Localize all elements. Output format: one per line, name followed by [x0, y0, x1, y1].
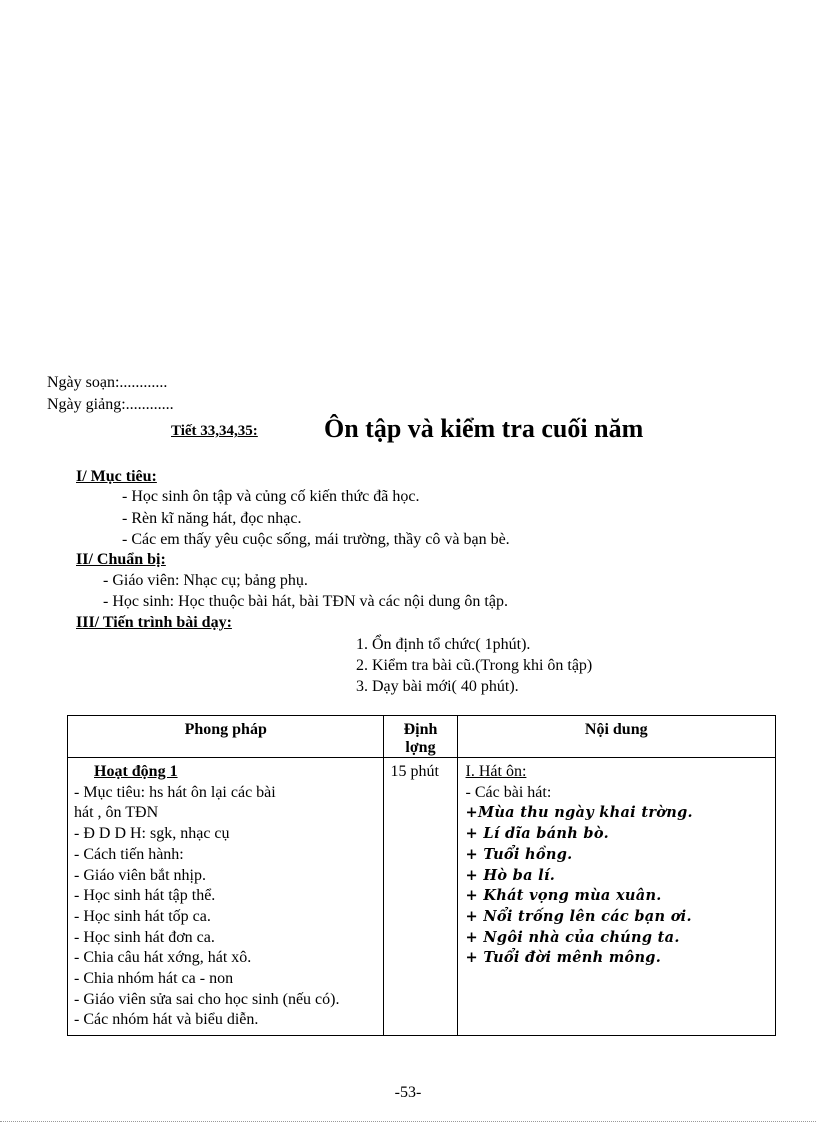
process-step: 1. Ổn định tổ chức( 1phút). [356, 636, 531, 653]
objective-item: - Rèn kĩ năng hát, đọc nhạc. [122, 510, 302, 527]
method-line: - Học sinh hát tốp ca. [74, 907, 211, 925]
process-step: 2. Kiểm tra bài cũ.(Trong khi ôn tập) [356, 657, 593, 674]
method-line: - Học sinh hát tập thể. [74, 887, 216, 905]
method-line: - Cách tiến hành: [74, 845, 184, 863]
lesson-label: Tiết 33,34,35: [171, 423, 258, 439]
content-heading: I. Hát ôn: [465, 763, 527, 780]
table-header-row [68, 716, 776, 758]
song-item: + Nổi trống lên các bạn ơi. [465, 907, 692, 925]
method-line: - Các nhóm hát và biểu diễn. [74, 1011, 259, 1029]
content-subheading: - Các bài hát: [465, 783, 552, 801]
song-item: + Tuổi đời mênh mông. [465, 949, 662, 967]
activity-title: Hoạt động 1 [94, 763, 178, 780]
content-cell [457, 758, 775, 1036]
song-item: + Hò ba lí. [465, 866, 556, 884]
method-line: - Mục tiêu: hs hát ôn lại các bài [74, 783, 276, 801]
song-item: + Ngôi nhà của chúng ta. [465, 928, 680, 946]
header-content: Nội dung [457, 716, 775, 758]
process-steps [356, 634, 592, 697]
song-item: + Tuổi hồng. [465, 845, 573, 863]
duration-cell [384, 758, 457, 1036]
method-cell [68, 758, 384, 1036]
song-item: +Mùa thu ngày khai trờng. [465, 804, 693, 822]
table-row [68, 758, 776, 1036]
method-line: - Chia nhóm hát ca - non [74, 970, 234, 988]
method-line: - Học sinh hát đơn ca. [74, 928, 215, 946]
lesson-title: Ôn tập và kiểm tra cuối năm [324, 414, 644, 443]
method-line: - Giáo viên bắt nhịp. [74, 866, 206, 884]
duration-value: 15 phút [390, 763, 439, 780]
method-line: - Chia câu hát xớng, hát xô. [74, 949, 252, 967]
lesson-plan-table [67, 715, 776, 1036]
objectives-heading: I/ Mục tiêu: [76, 468, 157, 485]
header-duration: Định lợng [384, 716, 457, 758]
page-number: -53- [394, 1084, 422, 1101]
preparation-item: - Giáo viên: Nhạc cụ; bảng phụ. [103, 572, 308, 589]
method-line: - Đ D D H: sgk, nhạc cụ [74, 825, 230, 843]
preparation-item: - Học sinh: Học thuộc bài hát, bài TĐN và các nội dung ôn tập. [103, 593, 508, 610]
process-heading: III/ Tiến trình bài dạy: [76, 614, 232, 631]
method-line: hát , ôn TĐN [74, 804, 159, 822]
objective-item: - Các em thấy yêu cuộc sống, mái trường, thầy cô và bạn bè. [122, 531, 510, 548]
song-item: + Lí dĩa bánh bò. [465, 825, 609, 843]
teaching-date: Ngày giảng:............ [47, 396, 174, 413]
preparation-heading: II/ Chuẩn bị: [76, 551, 166, 568]
objective-item: - Học sinh ôn tập và củng cố kiến thức đã học. [122, 488, 420, 505]
prepared-date: Ngày soạn:............ [47, 374, 168, 391]
song-item: + Khát vọng mùa xuân. [465, 887, 662, 905]
process-step: 3. Dạy bài mới( 40 phút). [356, 678, 519, 695]
header-method: Phong pháp [68, 716, 384, 758]
page-bottom-divider [0, 1121, 816, 1122]
method-line: - Giáo viên sửa sai cho học sinh (nếu có). [74, 990, 340, 1008]
